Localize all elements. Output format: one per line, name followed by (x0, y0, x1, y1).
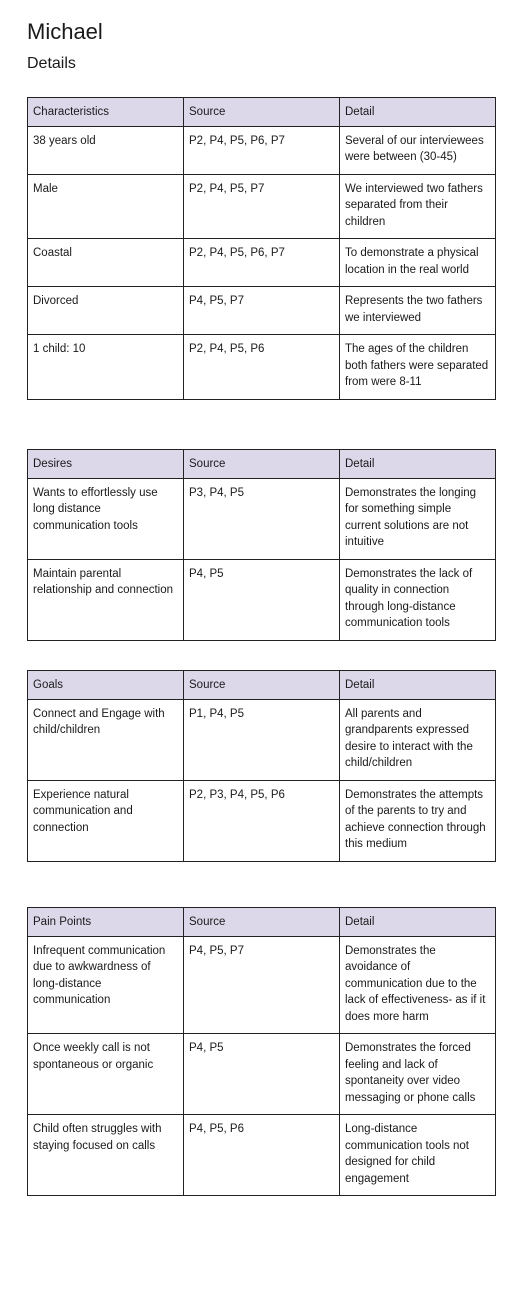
table-header-row (28, 98, 496, 127)
goals-table (27, 670, 496, 862)
table-cell: P4, P5 (184, 559, 340, 640)
table-row (28, 699, 496, 780)
table-header-row (28, 908, 496, 937)
table-cell: 1 child: 10 (28, 335, 184, 400)
table-header-row (28, 450, 496, 479)
table-cell: P4, P5, P7 (184, 936, 340, 1034)
table-cell: All parents and grandparents expressed desire to interact with the child/children (340, 699, 496, 780)
header-cell: Goals (28, 671, 184, 700)
header-cell: Source (184, 450, 340, 479)
header-cell: Source (184, 671, 340, 700)
table-row (28, 239, 496, 287)
table-cell: Divorced (28, 287, 184, 335)
header-cell: Characteristics (28, 98, 184, 127)
table-header-row (28, 671, 496, 700)
header-cell: Pain Points (28, 908, 184, 937)
table-cell: Male (28, 174, 184, 239)
table-row (28, 1034, 496, 1115)
table-cell: P2, P4, P5, P7 (184, 174, 340, 239)
header-cell: Detail (340, 671, 496, 700)
header-cell: Source (184, 908, 340, 937)
desires-table (27, 449, 496, 641)
table-cell: Demonstrates the forced feeling and lack of spontaneity over video messaging or phone calls (340, 1034, 496, 1115)
table-row (28, 174, 496, 239)
table-cell: Several of our interviewees were between (30-45) (340, 126, 496, 174)
table-cell: P2, P3, P4, P5, P6 (184, 780, 340, 861)
table-cell: To demonstrate a physical location in the real world (340, 239, 496, 287)
table-row (28, 936, 496, 1034)
table-cell: Connect and Engage with child/children (28, 699, 184, 780)
table-cell: Coastal (28, 239, 184, 287)
table-row (28, 335, 496, 400)
table-row (28, 126, 496, 174)
header-cell: Source (184, 98, 340, 127)
table-cell: Experience natural communication and connection (28, 780, 184, 861)
table-cell: P3, P4, P5 (184, 478, 340, 559)
table-cell: Represents the two fathers we interviewed (340, 287, 496, 335)
table-cell: 38 years old (28, 126, 184, 174)
table-cell: Demonstrates the longing for something simple current solutions are not intuitive (340, 478, 496, 559)
table-cell: Demonstrates the attempts of the parents to try and achieve connection through this medium (340, 780, 496, 861)
table-cell: Demonstrates the lack of quality in connection through long-distance communication tools (340, 559, 496, 640)
table-cell: P4, P5, P6 (184, 1115, 340, 1196)
header-cell: Desires (28, 450, 184, 479)
table-cell: Wants to effortlessly use long distance communication tools (28, 478, 184, 559)
table-cell: Long-distance communication tools not designed for child engagement (340, 1115, 496, 1196)
table-cell: Once weekly call is not spontaneous or organic (28, 1034, 184, 1115)
page-subtitle: Details (27, 55, 76, 72)
table-row (28, 478, 496, 559)
header-cell: Detail (340, 450, 496, 479)
header-cell: Detail (340, 908, 496, 937)
table-row (28, 287, 496, 335)
table-cell: The ages of the children both fathers were separated from were 8-11 (340, 335, 496, 400)
table-cell: P2, P4, P5, P6 (184, 335, 340, 400)
table-cell: P2, P4, P5, P6, P7 (184, 126, 340, 174)
table-row (28, 559, 496, 640)
table-cell: Infrequent communication due to awkwardness of long-distance communication (28, 936, 184, 1034)
table-cell: We interviewed two fathers separated from their children (340, 174, 496, 239)
header-cell: Detail (340, 98, 496, 127)
page-title: Michael (27, 19, 103, 44)
table-cell: P4, P5 (184, 1034, 340, 1115)
table-cell: P4, P5, P7 (184, 287, 340, 335)
table-row (28, 1115, 496, 1196)
table-row (28, 780, 496, 861)
table-cell: Maintain parental relationship and connection (28, 559, 184, 640)
pain-points-table (27, 907, 496, 1196)
table-cell: Child often struggles with staying focused on calls (28, 1115, 184, 1196)
table-cell: Demonstrates the avoidance of communication due to the lack of effectiveness- as if it does more harm (340, 936, 496, 1034)
table-cell: P1, P4, P5 (184, 699, 340, 780)
characteristics-table (27, 97, 496, 400)
table-cell: P2, P4, P5, P6, P7 (184, 239, 340, 287)
